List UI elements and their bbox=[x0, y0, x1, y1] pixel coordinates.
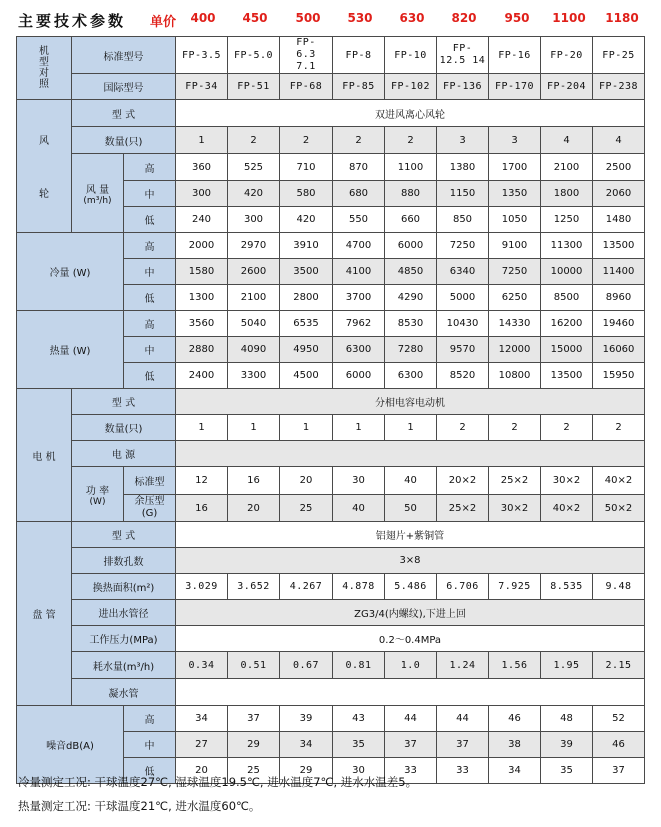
noise-value: 44 bbox=[437, 706, 489, 732]
model-group-label: 机型对照 bbox=[17, 37, 72, 100]
noise-value: 52 bbox=[593, 706, 645, 732]
power-value: 12 bbox=[176, 467, 228, 495]
power-value: 40 bbox=[333, 495, 385, 522]
fan-qty: 1 bbox=[176, 127, 228, 154]
motor-qty: 2 bbox=[593, 415, 645, 441]
noise-value: 34 bbox=[176, 706, 228, 732]
heating-value: 13500 bbox=[541, 363, 593, 389]
spec-table bbox=[16, 36, 645, 784]
airflow-value: 880 bbox=[385, 181, 437, 207]
std-model: FP-5.0 bbox=[228, 37, 280, 74]
noise-value: 39 bbox=[280, 706, 333, 732]
power-value: 40×2 bbox=[541, 495, 593, 522]
price-label: 单价 bbox=[150, 15, 177, 30]
std-model: FP-16 bbox=[489, 37, 541, 74]
motor-type-label: 型 式 bbox=[72, 389, 176, 415]
heating-value: 7962 bbox=[333, 311, 385, 337]
airflow-value: 360 bbox=[176, 154, 228, 181]
power-value: 20 bbox=[280, 467, 333, 495]
std-model: FP- 12.5 14 bbox=[437, 37, 489, 74]
fan-qty: 4 bbox=[593, 127, 645, 154]
level-low: 低 bbox=[124, 285, 176, 311]
cooling-value: 2970 bbox=[228, 233, 280, 259]
coil-pipe-row bbox=[17, 600, 645, 626]
std-model: FP-25 bbox=[593, 37, 645, 74]
noise-value: 20 bbox=[176, 758, 228, 784]
page-title: 主要技术参数 bbox=[18, 12, 127, 30]
airflow-value: 240 bbox=[176, 207, 228, 233]
price: 630 bbox=[399, 11, 425, 25]
noise-value: 34 bbox=[489, 758, 541, 784]
power-value: 40 bbox=[385, 467, 437, 495]
airflow-value: 1350 bbox=[489, 181, 541, 207]
cooling-value: 6340 bbox=[437, 259, 489, 285]
cooling-value: 11400 bbox=[593, 259, 645, 285]
level-low: 低 bbox=[124, 363, 176, 389]
noise-value: 38 bbox=[489, 732, 541, 758]
level-high: 高 bbox=[124, 154, 176, 181]
std-model: FP-10 bbox=[385, 37, 437, 74]
intl-model: FP-68 bbox=[280, 74, 333, 100]
price: 400 bbox=[190, 11, 216, 25]
motor-qty: 2 bbox=[541, 415, 593, 441]
heating-value: 5040 bbox=[228, 311, 280, 337]
power-value: 30 bbox=[333, 467, 385, 495]
coil-type-row bbox=[17, 522, 645, 548]
area-value: 8.535 bbox=[541, 574, 593, 600]
heating-value: 8530 bbox=[385, 311, 437, 337]
fan-qty: 2 bbox=[228, 127, 280, 154]
power-source-label: 电 源 bbox=[72, 441, 176, 467]
heating-value: 4090 bbox=[228, 337, 280, 363]
noise-value: 27 bbox=[176, 732, 228, 758]
airflow-value: 1480 bbox=[593, 207, 645, 233]
heating-label: 热量 (W) bbox=[17, 311, 124, 389]
airflow-high-row bbox=[17, 154, 645, 181]
fan-qty: 4 bbox=[541, 127, 593, 154]
airflow-value: 2500 bbox=[593, 154, 645, 181]
power-value: 16 bbox=[228, 467, 280, 495]
intl-model: FP-238 bbox=[593, 74, 645, 100]
cooling-value: 3700 bbox=[333, 285, 385, 311]
power-value: 30×2 bbox=[541, 467, 593, 495]
airflow-label: 风 量 (m³/h) bbox=[72, 154, 124, 233]
cooling-value: 8960 bbox=[593, 285, 645, 311]
motor-qty: 2 bbox=[489, 415, 541, 441]
motor-qty: 1 bbox=[333, 415, 385, 441]
intl-model: FP-51 bbox=[228, 74, 280, 100]
cooling-value: 3500 bbox=[280, 259, 333, 285]
fan-type-label: 型 式 bbox=[72, 100, 176, 127]
motor-type-row bbox=[17, 389, 645, 415]
noise-value: 33 bbox=[385, 758, 437, 784]
heating-value: 6300 bbox=[385, 363, 437, 389]
heating-value: 6000 bbox=[333, 363, 385, 389]
level-mid: 中 bbox=[124, 181, 176, 207]
cooling-value: 8500 bbox=[541, 285, 593, 311]
level-low: 低 bbox=[124, 207, 176, 233]
intl-model-label: 国际型号 bbox=[72, 74, 176, 100]
intl-model: FP-170 bbox=[489, 74, 541, 100]
airflow-value: 2060 bbox=[593, 181, 645, 207]
water-value: 2.15 bbox=[593, 652, 645, 679]
noise-value: 37 bbox=[228, 706, 280, 732]
pressure-value: 0.2～0.4MPa bbox=[176, 626, 645, 652]
cooling-value: 3910 bbox=[280, 233, 333, 259]
noise-value: 37 bbox=[385, 732, 437, 758]
intl-model-row bbox=[17, 74, 645, 100]
heating-value: 6535 bbox=[280, 311, 333, 337]
cooling-value: 4290 bbox=[385, 285, 437, 311]
price: 1100 bbox=[552, 11, 586, 25]
noise-value: 48 bbox=[541, 706, 593, 732]
intl-model: FP-34 bbox=[176, 74, 228, 100]
level-mid: 中 bbox=[124, 732, 176, 758]
std-model-label: 标准型号 bbox=[72, 37, 176, 74]
std-model: FP-20 bbox=[541, 37, 593, 74]
area-value: 3.652 bbox=[228, 574, 280, 600]
noise-value: 37 bbox=[593, 758, 645, 784]
fan-type-row bbox=[17, 100, 645, 127]
water-value: 0.81 bbox=[333, 652, 385, 679]
airflow-value: 710 bbox=[280, 154, 333, 181]
power-value: 30×2 bbox=[489, 495, 541, 522]
fan-qty-row bbox=[17, 127, 645, 154]
title-row bbox=[0, 0, 661, 36]
cooling-value: 4850 bbox=[385, 259, 437, 285]
airflow-value: 580 bbox=[280, 181, 333, 207]
motor-type-value: 分相电容电动机 bbox=[176, 389, 645, 415]
heating-value: 2880 bbox=[176, 337, 228, 363]
power-label: 功 率 (W) bbox=[72, 467, 124, 522]
motor-qty: 1 bbox=[385, 415, 437, 441]
noise-value: 44 bbox=[385, 706, 437, 732]
heating-value: 16200 bbox=[541, 311, 593, 337]
level-mid: 中 bbox=[124, 337, 176, 363]
heating-value: 19460 bbox=[593, 311, 645, 337]
condensate-label: 凝水管 bbox=[72, 679, 176, 706]
fan-qty: 2 bbox=[385, 127, 437, 154]
fan-qty: 2 bbox=[280, 127, 333, 154]
water-value: 1.95 bbox=[541, 652, 593, 679]
pipe-label: 进出水管径 bbox=[72, 600, 176, 626]
heating-value: 10430 bbox=[437, 311, 489, 337]
airflow-value: 660 bbox=[385, 207, 437, 233]
price: 1180 bbox=[605, 11, 639, 25]
noise-value: 37 bbox=[437, 732, 489, 758]
coil-condensate-row bbox=[17, 679, 645, 706]
coil-group-label: 盘 管 bbox=[17, 522, 72, 706]
power-source-value bbox=[176, 441, 645, 467]
price: 450 bbox=[242, 11, 268, 25]
motor-qty-row bbox=[17, 415, 645, 441]
level-mid: 中 bbox=[124, 259, 176, 285]
intl-model: FP-204 bbox=[541, 74, 593, 100]
cooling-high-row bbox=[17, 233, 645, 259]
airflow-value: 420 bbox=[280, 207, 333, 233]
airflow-value: 680 bbox=[333, 181, 385, 207]
heating-high-row bbox=[17, 311, 645, 337]
heating-value: 6300 bbox=[333, 337, 385, 363]
fan-group-label: 风 轮 bbox=[17, 100, 72, 233]
heating-value: 4500 bbox=[280, 363, 333, 389]
area-value: 3.029 bbox=[176, 574, 228, 600]
airflow-value: 550 bbox=[333, 207, 385, 233]
cooling-value: 6000 bbox=[385, 233, 437, 259]
power-value: 25 bbox=[280, 495, 333, 522]
std-model: FP- 6.3 7.1 bbox=[280, 37, 333, 74]
noise-value: 25 bbox=[228, 758, 280, 784]
price: 500 bbox=[295, 11, 321, 25]
noise-label: 噪音dB(A) bbox=[17, 706, 124, 784]
cooling-test-note: 冷量测定工况: 干球温度27℃, 湿球温度19.5℃, 进水温度7℃, 进水水温差5。 bbox=[18, 775, 418, 789]
pipe-value: ZG3/4(内螺纹),下进上回 bbox=[176, 600, 645, 626]
power-value: 50 bbox=[385, 495, 437, 522]
motor-power-source-row bbox=[17, 441, 645, 467]
motor-qty: 2 bbox=[437, 415, 489, 441]
heating-value: 9570 bbox=[437, 337, 489, 363]
cooling-value: 10000 bbox=[541, 259, 593, 285]
noise-value: 46 bbox=[489, 706, 541, 732]
heating-value: 2400 bbox=[176, 363, 228, 389]
area-value: 9.48 bbox=[593, 574, 645, 600]
airflow-value: 2100 bbox=[541, 154, 593, 181]
airflow-value: 1700 bbox=[489, 154, 541, 181]
cooling-value: 13500 bbox=[593, 233, 645, 259]
rows-holes-value: 3×8 bbox=[176, 548, 645, 574]
booster-type-label: 余压型 (G) bbox=[124, 495, 176, 522]
cooling-value: 9100 bbox=[489, 233, 541, 259]
level-high: 高 bbox=[124, 706, 176, 732]
motor-qty: 1 bbox=[176, 415, 228, 441]
airflow-value: 300 bbox=[176, 181, 228, 207]
heating-value: 15950 bbox=[593, 363, 645, 389]
coil-pressure-row bbox=[17, 626, 645, 652]
motor-group-label: 电 机 bbox=[17, 389, 72, 522]
motor-qty: 1 bbox=[280, 415, 333, 441]
cooling-value: 2800 bbox=[280, 285, 333, 311]
noise-value: 29 bbox=[228, 732, 280, 758]
motor-qty-label: 数量(只) bbox=[72, 415, 176, 441]
cooling-value: 7250 bbox=[437, 233, 489, 259]
airflow-value: 1050 bbox=[489, 207, 541, 233]
water-label: 耗水量(m³/h) bbox=[72, 652, 176, 679]
area-label: 换热面积(m²) bbox=[72, 574, 176, 600]
noise-value: 34 bbox=[280, 732, 333, 758]
std-model-row bbox=[17, 37, 645, 74]
airflow-value: 1250 bbox=[541, 207, 593, 233]
cooling-value: 4700 bbox=[333, 233, 385, 259]
heating-value: 7280 bbox=[385, 337, 437, 363]
cooling-value: 1300 bbox=[176, 285, 228, 311]
heating-value: 15000 bbox=[541, 337, 593, 363]
heating-value: 8520 bbox=[437, 363, 489, 389]
water-value: 0.51 bbox=[228, 652, 280, 679]
cooling-value: 2100 bbox=[228, 285, 280, 311]
airflow-value: 420 bbox=[228, 181, 280, 207]
area-value: 5.486 bbox=[385, 574, 437, 600]
std-model: FP-8 bbox=[333, 37, 385, 74]
cooling-value: 2600 bbox=[228, 259, 280, 285]
price: 950 bbox=[504, 11, 530, 25]
cooling-value: 11300 bbox=[541, 233, 593, 259]
price: 530 bbox=[347, 11, 373, 25]
fan-qty: 3 bbox=[437, 127, 489, 154]
noise-value: 29 bbox=[280, 758, 333, 784]
condensate-value bbox=[176, 679, 645, 706]
power-value: 20×2 bbox=[437, 467, 489, 495]
motor-power-standard-row bbox=[17, 467, 645, 495]
noise-value: 30 bbox=[333, 758, 385, 784]
heating-value: 14330 bbox=[489, 311, 541, 337]
motor-qty: 1 bbox=[228, 415, 280, 441]
notes bbox=[18, 770, 417, 818]
coil-rows-row bbox=[17, 548, 645, 574]
airflow-value: 850 bbox=[437, 207, 489, 233]
noise-value: 39 bbox=[541, 732, 593, 758]
power-value: 16 bbox=[176, 495, 228, 522]
airflow-value: 870 bbox=[333, 154, 385, 181]
price: 820 bbox=[451, 11, 477, 25]
coil-type-value: 铝翅片+紫铜管 bbox=[176, 522, 645, 548]
area-value: 4.267 bbox=[280, 574, 333, 600]
power-value: 50×2 bbox=[593, 495, 645, 522]
standard-type-label: 标准型 bbox=[124, 467, 176, 495]
pressure-label: 工作压力(MPa) bbox=[72, 626, 176, 652]
airflow-value: 525 bbox=[228, 154, 280, 181]
power-value: 20 bbox=[228, 495, 280, 522]
intl-model: FP-136 bbox=[437, 74, 489, 100]
airflow-value: 300 bbox=[228, 207, 280, 233]
heating-value: 16060 bbox=[593, 337, 645, 363]
heating-value: 3300 bbox=[228, 363, 280, 389]
cooling-value: 4100 bbox=[333, 259, 385, 285]
power-value: 25×2 bbox=[437, 495, 489, 522]
noise-high-row bbox=[17, 706, 645, 732]
std-model: FP-3.5 bbox=[176, 37, 228, 74]
fan-qty: 2 bbox=[333, 127, 385, 154]
fan-qty-label: 数量(只) bbox=[72, 127, 176, 154]
heating-value: 10800 bbox=[489, 363, 541, 389]
fan-qty: 3 bbox=[489, 127, 541, 154]
cooling-value: 6250 bbox=[489, 285, 541, 311]
noise-value: 35 bbox=[333, 732, 385, 758]
level-low: 低 bbox=[124, 758, 176, 784]
cooling-value: 2000 bbox=[176, 233, 228, 259]
intl-model: FP-85 bbox=[333, 74, 385, 100]
cooling-value: 7250 bbox=[489, 259, 541, 285]
area-value: 4.878 bbox=[333, 574, 385, 600]
water-value: 1.24 bbox=[437, 652, 489, 679]
heating-value: 3560 bbox=[176, 311, 228, 337]
water-value: 1.56 bbox=[489, 652, 541, 679]
noise-value: 35 bbox=[541, 758, 593, 784]
heating-value: 12000 bbox=[489, 337, 541, 363]
noise-value: 43 bbox=[333, 706, 385, 732]
coil-water-row bbox=[17, 652, 645, 679]
level-high: 高 bbox=[124, 233, 176, 259]
power-value: 25×2 bbox=[489, 467, 541, 495]
water-value: 0.34 bbox=[176, 652, 228, 679]
cooling-label: 冷量 (W) bbox=[17, 233, 124, 311]
power-value: 40×2 bbox=[593, 467, 645, 495]
level-high: 高 bbox=[124, 311, 176, 337]
area-value: 6.706 bbox=[437, 574, 489, 600]
water-value: 1.0 bbox=[385, 652, 437, 679]
coil-type-label: 型 式 bbox=[72, 522, 176, 548]
fan-type-value: 双进风离心风轮 bbox=[176, 100, 645, 127]
airflow-value: 1150 bbox=[437, 181, 489, 207]
coil-area-row bbox=[17, 574, 645, 600]
noise-value: 33 bbox=[437, 758, 489, 784]
airflow-value: 1800 bbox=[541, 181, 593, 207]
heating-value: 4950 bbox=[280, 337, 333, 363]
airflow-value: 1100 bbox=[385, 154, 437, 181]
area-value: 7.925 bbox=[489, 574, 541, 600]
airflow-value: 1380 bbox=[437, 154, 489, 181]
noise-value: 46 bbox=[593, 732, 645, 758]
intl-model: FP-102 bbox=[385, 74, 437, 100]
cooling-value: 1580 bbox=[176, 259, 228, 285]
heating-test-note: 热量测定工况: 干球温度21℃, 进水温度60℃。 bbox=[18, 799, 261, 813]
water-value: 0.67 bbox=[280, 652, 333, 679]
rows-holes-label: 排数孔数 bbox=[72, 548, 176, 574]
cooling-value: 5000 bbox=[437, 285, 489, 311]
